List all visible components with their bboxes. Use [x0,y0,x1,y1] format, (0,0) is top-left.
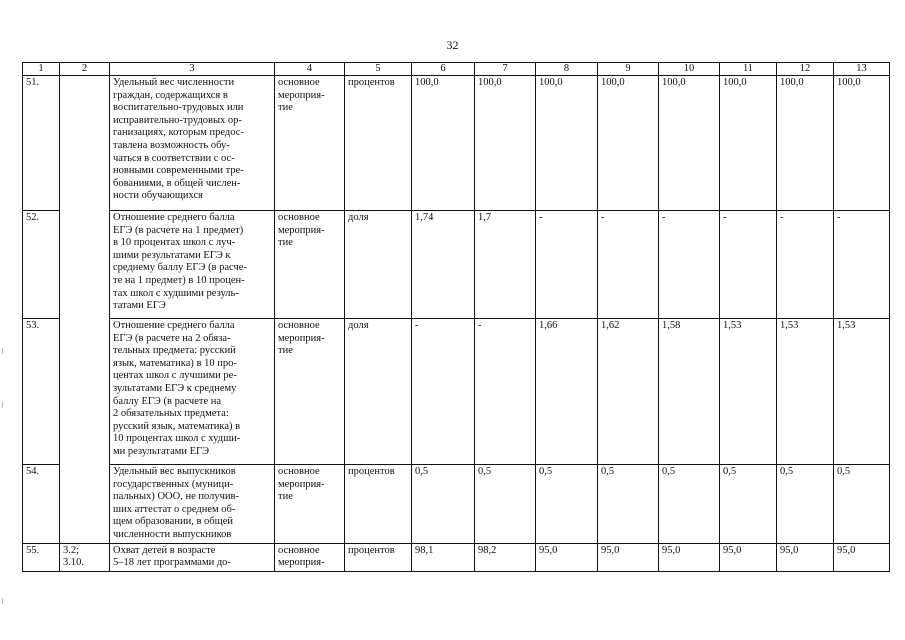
header-row [23,63,890,76]
header-cell: 8 [536,63,598,76]
scan-edge-mark [2,402,3,408]
indicators-table [22,62,890,572]
value-cell: 1,66 [536,319,598,465]
row-number: 55. [23,543,60,571]
table-row [23,543,890,571]
header-cell: 4 [275,63,345,76]
value-cell: - [834,211,890,319]
value-cell: 0,5 [475,465,536,544]
value-cell: 95,0 [777,543,834,571]
indicator-description: Удельный вес выпускников государственных (муници- пальных) ООО, не получив- ших аттестат о среднем об- щем образовании, в общей численности выпускников [110,465,275,544]
value-cell: - [598,211,659,319]
header-cell: 9 [598,63,659,76]
value-cell: 95,0 [659,543,720,571]
row-number: 53. [23,319,60,465]
page-number: 32 [446,38,459,52]
header-cell: 10 [659,63,720,76]
scan-edge-mark [2,598,3,604]
measure-type: основное мероприя- тие [275,211,345,319]
value-cell: 1,62 [598,319,659,465]
value-cell: 100,0 [475,76,536,211]
header-cell: 3 [110,63,275,76]
unit-of-measure: доля [345,211,412,319]
unit-of-measure: процентов [345,465,412,544]
header-cell: 13 [834,63,890,76]
value-cell: 95,0 [720,543,777,571]
value-cell: 0,5 [598,465,659,544]
unit-of-measure: процентов [345,543,412,571]
indicator-description: Отношение среднего балла ЕГЭ (в расчете на 2 обяза- тельных предмета: русский язык, математика) в 10 про- центах школ с лучшими ре- зультатами ЕГЭ к среднему баллу ЕГЭ (в расчете на 2 обязательных предмета: русский язык, математика) в 10 процентах школ с худши- ми результатами ЕГЭ [110,319,275,465]
value-cell: 1,53 [720,319,777,465]
value-cell: - [659,211,720,319]
value-cell: 1,53 [777,319,834,465]
value-cell: - [475,319,536,465]
measure-type: основное мероприя- тие [275,76,345,211]
row-reference: 3.2; 3.10. [60,543,110,571]
header-cell: 5 [345,63,412,76]
measure-type: основное мероприя- [275,543,345,571]
value-cell: 100,0 [720,76,777,211]
value-cell: 1,53 [834,319,890,465]
value-cell: 95,0 [598,543,659,571]
scan-edge-mark [2,348,3,354]
value-cell: 100,0 [536,76,598,211]
value-cell: 100,0 [834,76,890,211]
value-cell: 98,2 [475,543,536,571]
indicator-description: Отношение среднего балла ЕГЭ (в расчете на 1 предмет) в 10 процентах школ с луч- шими результатами ЕГЭ к среднему баллу ЕГЭ (в расче- те на 1 предмет) в 10 процен- тах школ с худшими резуль- татами ЕГЭ [110,211,275,319]
value-cell: - [536,211,598,319]
value-cell: 0,5 [536,465,598,544]
value-cell: 98,1 [412,543,475,571]
header-cell: 1 [23,63,60,76]
row-reference [60,76,110,544]
header-cell: 11 [720,63,777,76]
header-cell: 2 [60,63,110,76]
value-cell: - [720,211,777,319]
value-cell: 0,5 [834,465,890,544]
value-cell: 100,0 [412,76,475,211]
table-row [23,319,890,465]
value-cell: 1,7 [475,211,536,319]
value-cell: 95,0 [536,543,598,571]
value-cell: 0,5 [777,465,834,544]
value-cell: 1,58 [659,319,720,465]
value-cell: 100,0 [659,76,720,211]
row-number: 51. [23,76,60,211]
table-row [23,465,890,544]
value-cell: 0,5 [659,465,720,544]
unit-of-measure: процентов [345,76,412,211]
table-row [23,211,890,319]
row-number: 52. [23,211,60,319]
row-number: 54. [23,465,60,544]
value-cell: 1,74 [412,211,475,319]
indicator-description: Удельный вес численности граждан, содержащихся в воспитательно-трудовых или исправительно-трудовых ор- ганизациях, которым предос- тавлена возможность обу- чаться в соответствии с ос- новными современными тре- бованиями, в общей числен- ности обучающихся [110,76,275,211]
value-cell: 95,0 [834,543,890,571]
measure-type: основное мероприя- тие [275,319,345,465]
table-row [23,76,890,211]
value-cell: - [777,211,834,319]
value-cell: 100,0 [598,76,659,211]
header-cell: 6 [412,63,475,76]
header-cell: 7 [475,63,536,76]
value-cell: 100,0 [777,76,834,211]
value-cell: - [412,319,475,465]
value-cell: 0,5 [412,465,475,544]
unit-of-measure: доля [345,319,412,465]
value-cell: 0,5 [720,465,777,544]
header-cell: 12 [777,63,834,76]
indicator-description: Охват детей в возрасте 5–18 лет программами до- [110,543,275,571]
measure-type: основное мероприя- тие [275,465,345,544]
